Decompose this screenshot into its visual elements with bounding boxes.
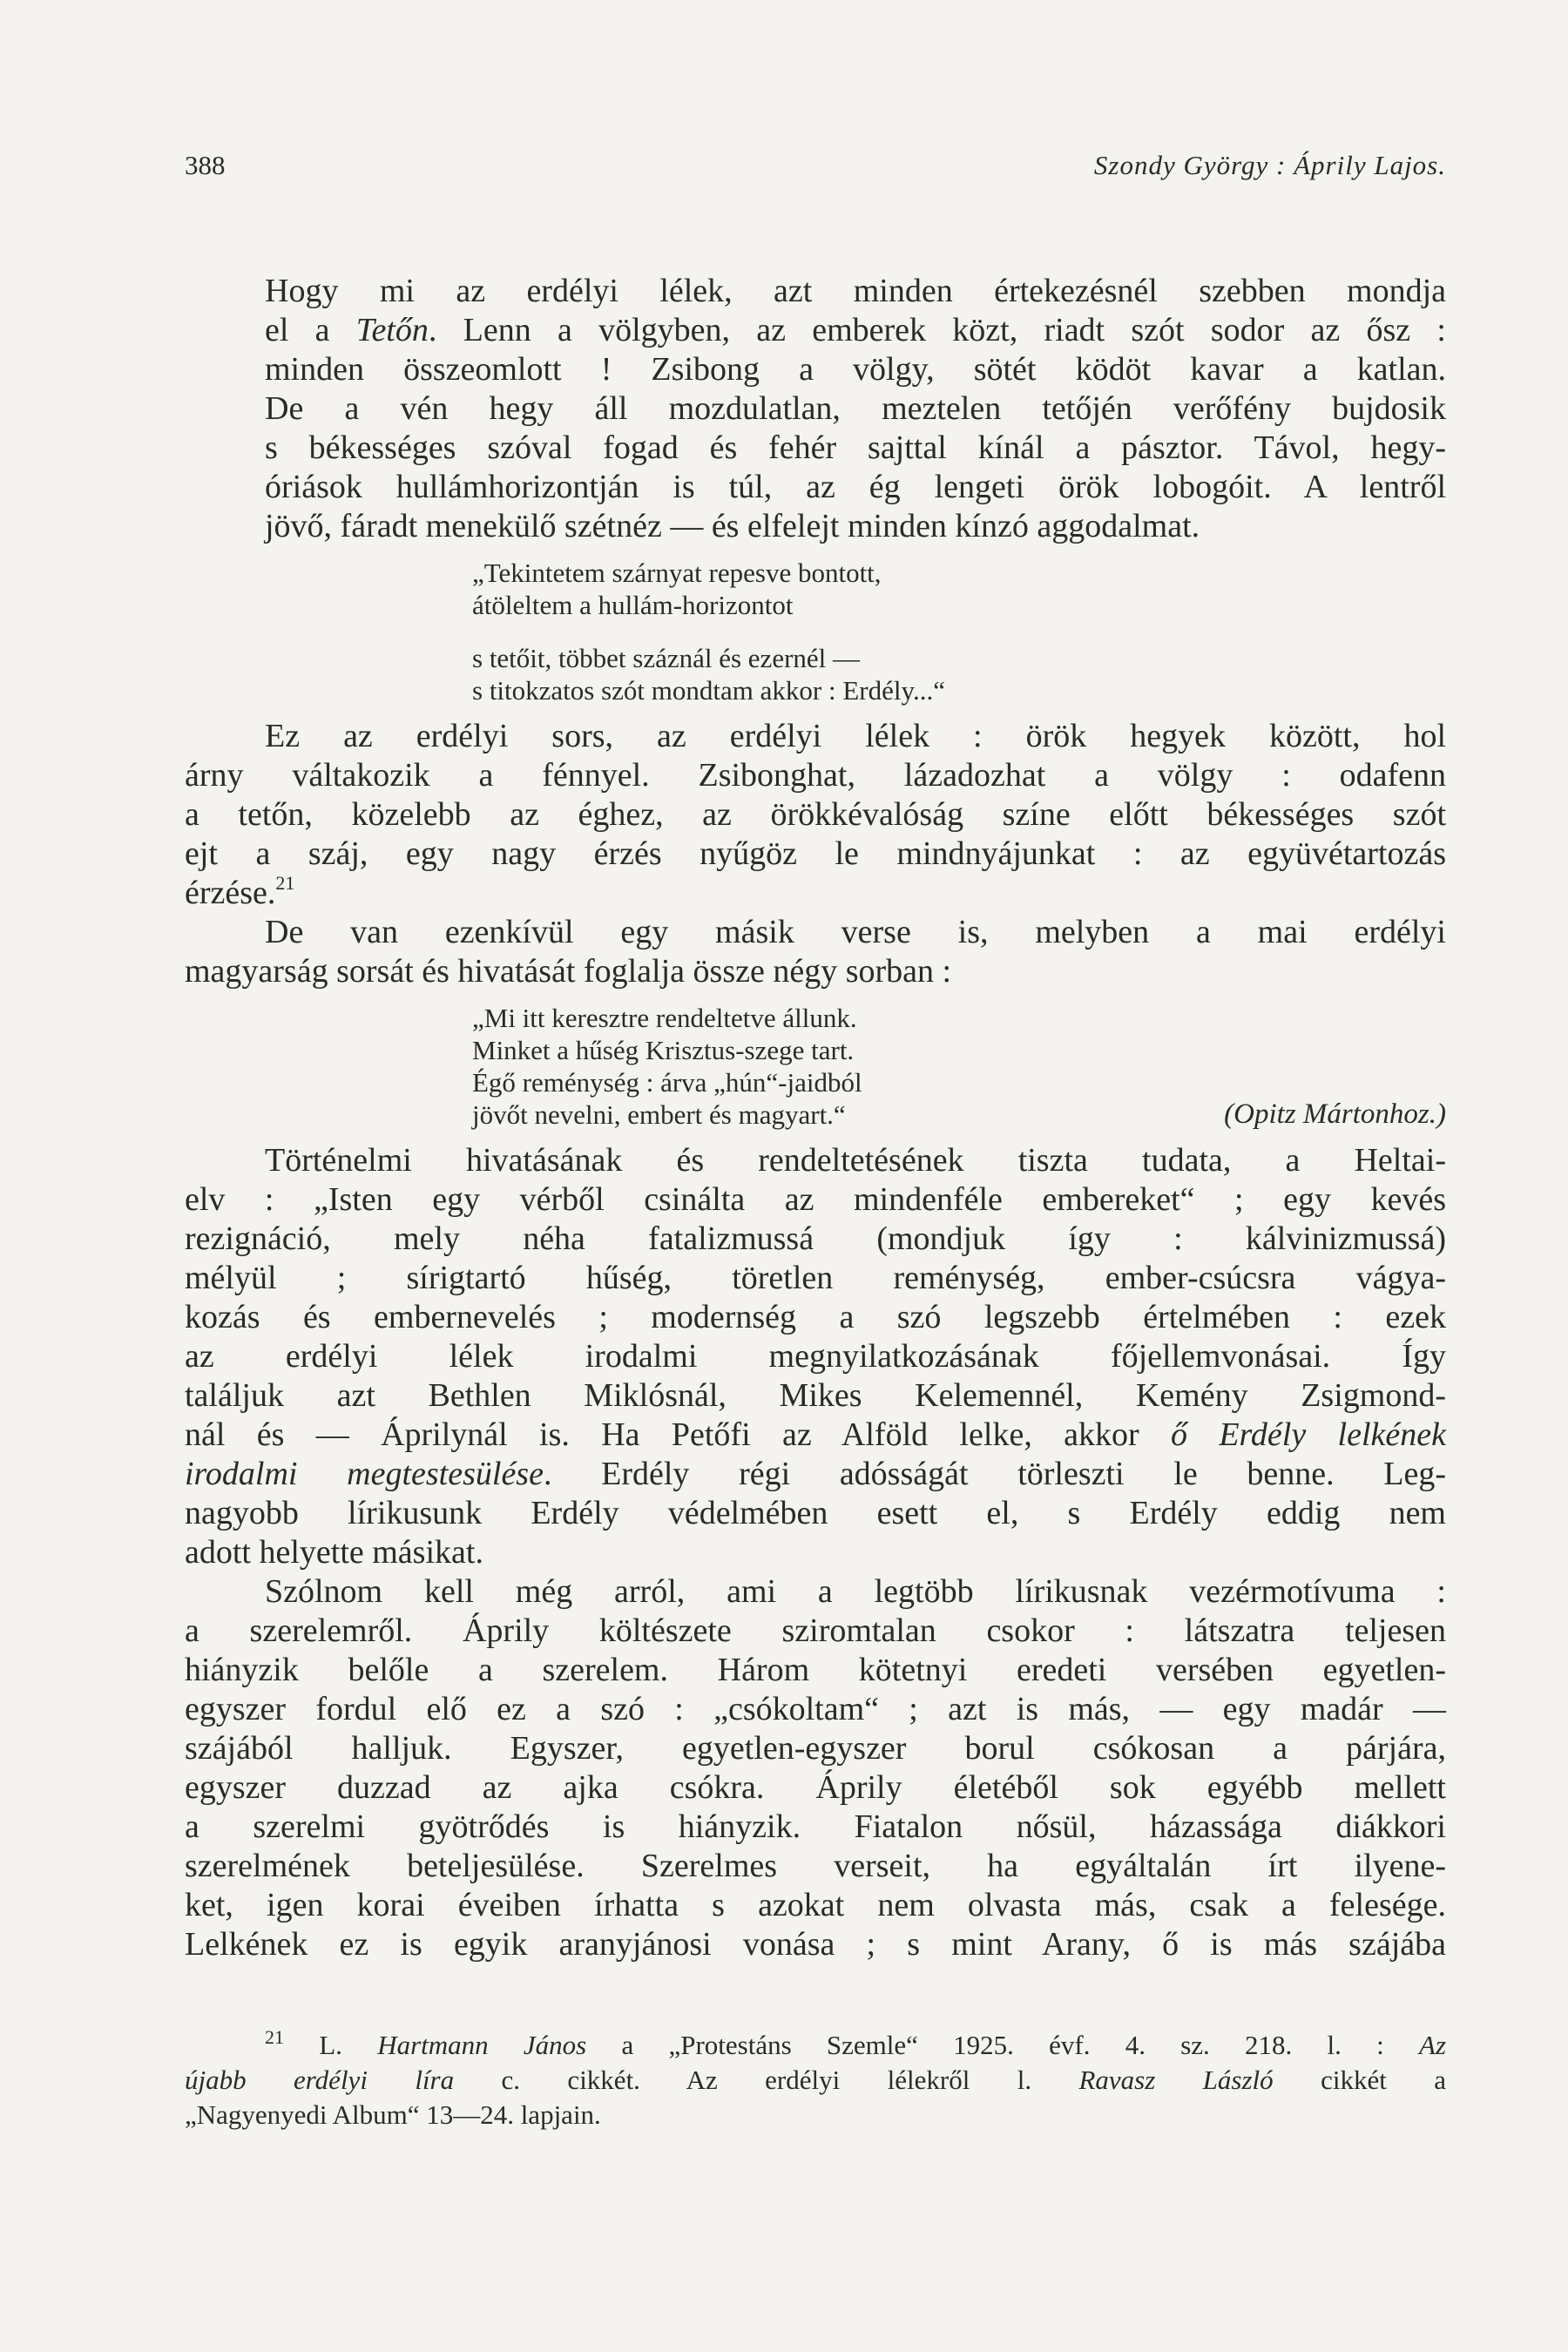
paragraph-2 <box>185 717 1446 913</box>
text-line: s békességes szóval fogad és fehér sajttal kínál a pásztor. Távol, hegy- <box>265 429 1446 466</box>
document-page <box>185 0 1446 2352</box>
text-line: jövő, fáradt menekülő szétnéz — és elfelejt minden kínzó aggodalmat. <box>265 508 1200 544</box>
poem-line: s tetőit, többet száznál és ezernél — <box>472 643 861 673</box>
poem-line: Minket a hűség Krisztus-szege tart. <box>472 1035 855 1065</box>
footnote-number: 21 <box>265 2026 284 2048</box>
text-line: egyszer duzzad az ajka csókra. Áprily életéből sok egyébb mellett <box>185 1769 1446 1806</box>
poem-line: „Tekintetem szárnyat repesve bontott, <box>472 558 882 588</box>
text-line: Történelmi hivatásának és rendeltetésének tiszta tudata, a Heltai- <box>265 1142 1446 1179</box>
text-line: minden összeomlott ! Zsibong a völgy, sötét ködöt kavar a katlan. <box>265 351 1446 388</box>
footnote <box>185 2028 1446 2132</box>
paragraph-3 <box>185 913 1446 991</box>
text-line: ejt a száj, egy nagy érzés nyűgöz le mindnyájunkat : az együvétartozás <box>185 835 1446 872</box>
text-line: rezignáció, mely néha fatalizmussá (mondjuk így : kálvinizmussá) <box>185 1220 1446 1257</box>
text-line: Szólnom kell még arról, ami a legtöbb lírikusnak vezérmotívuma : <box>265 1573 1446 1610</box>
text-line: egyszer fordul elő ez a szó : „csókoltam“ ; azt is más, — egy madár — <box>185 1691 1446 1727</box>
text-line: szerelmének beteljesülése. Szerelmes verseit, ha egyáltalán írt ilyene- <box>185 1848 1446 1884</box>
running-title: Szondy György : Áprily Lajos. <box>1093 150 1446 180</box>
text-line: magyarság sorsát és hivatását foglalja össze négy sorban : <box>185 953 952 990</box>
text-line: hiányzik belőle a szerelem. Három kötetnyi eredeti versében egyetlen- <box>185 1652 1446 1688</box>
text-line: a szerelmi gyötrődés is hiányzik. Fiatalon nősül, házassága diákkori <box>185 1808 1446 1845</box>
paragraph-1 <box>185 272 1446 546</box>
paragraph-4 <box>185 1141 1446 1572</box>
text-line: óriások hullámhorizontján is túl, az ég lengeti örök lobogóit. A lentről <box>265 469 1446 505</box>
text-line: mélyül ; sírigtartó hűség, töretlen reménység, ember-csúcsra vágya- <box>185 1260 1446 1296</box>
poem-line: „Mi itt keresztre rendeltetve állunk. <box>472 1003 857 1033</box>
text-line: a szerelemről. Áprily költészete sziromtalan csokor : látszatra teljesen <box>185 1612 1446 1649</box>
poem-line: átöleltem a hullám-horizontot <box>472 590 794 620</box>
text-line: az erdélyi lélek irodalmi megnyilatkozásának főjellemvonásai. Így <box>185 1338 1446 1375</box>
poem-quote-1 <box>472 557 1446 706</box>
text-line: nagyobb lírikusunk Erdély védelmében esett el, s Erdély eddig nem <box>185 1495 1446 1531</box>
footnote-ref: 21 <box>275 872 295 894</box>
footnote-line: újabb erdélyi líra c. cikkét. Az erdélyi lélekről l. Ravasz László cikkét a <box>185 2065 1446 2095</box>
text-line: adott helyette másikat. <box>185 1534 483 1571</box>
text-line: De a vén hegy áll mozdulatlan, meztelen tetőjén verőfény bujdosik <box>265 390 1446 427</box>
text-line: Hogy mi az erdélyi lélek, azt minden értekezésnél szebben mondja <box>265 273 1446 309</box>
footnote-line: „Nagyenyedi Album“ 13—24. lapjain. <box>185 2099 601 2130</box>
text-line: érzése.$^{21}$ <box>185 872 295 911</box>
paragraph-5 <box>185 1572 1446 1964</box>
text-line: irodalmi megtestesülése. Erdély régi adósságát törleszti le benne. Leg- <box>185 1456 1446 1492</box>
emphasis-text: irodalmi megtestesülése <box>185 1456 544 1492</box>
poem-line: Égő reménység : árva „hún“-jaidból <box>472 1067 862 1098</box>
footnote-line: $^{21}$ L. Hartmann János a „Protestáns Szemle“ 1925. évf. 4. sz. 218. l. : Az <box>265 2026 1447 2060</box>
text-line: a tetőn, közelebb az éghez, az örökkévalóság színe előtt békességes szót <box>185 796 1446 833</box>
poem-quote-2 <box>472 1002 1446 1131</box>
body-text <box>185 272 1446 1964</box>
text-line: elv : „Isten egy vérből csinálta az mindenféle embereket“ ; egy kevés <box>185 1181 1446 1218</box>
text-line: Lelkének ez is egyik aranyjánosi vonása ; s mint Arany, ő is más szájába <box>185 1926 1446 1963</box>
text-line: De van ezenkívül egy másik verse is, melyben a mai erdélyi <box>265 914 1446 950</box>
poem-title-teton: Tetőn <box>355 312 429 348</box>
text-line: el a Tetőn. Lenn a völgyben, az emberek közt, riadt szót sodor az ősz : <box>265 312 1446 348</box>
poem-attribution: (Opitz Mártonhoz.) <box>1224 1098 1446 1130</box>
emphasis-text: ő Erdély lelkének <box>1171 1416 1447 1453</box>
text-line: nál és — Áprilynál is. Ha Petőfi az Alföld lelke, akkor ő Erdély lelkének <box>185 1416 1447 1453</box>
text-line: árny váltakozik a fénnyel. Zsibonghat, lázadozhat a völgy : odafenn <box>185 757 1446 794</box>
stanza-gap <box>472 621 1446 642</box>
text-line: kozás és embernevelés ; modernség a szó legszebb értelmében : ezek <box>185 1299 1446 1335</box>
poem-line: jövőt nevelni, embert és magyart.“ <box>472 1099 846 1130</box>
poem-line: s titokzatos szót mondtam akkor : Erdély...“ <box>472 675 945 706</box>
page-header <box>185 150 1446 193</box>
text-line: ket, igen korai éveiben írhatta s azokat nem olvasta más, csak a felesége. <box>185 1887 1446 1923</box>
page-number: 388 <box>185 150 226 180</box>
text-line: Ez az erdélyi sors, az erdélyi lélek : örök hegyek között, hol <box>265 718 1446 754</box>
text-line: találjuk azt Bethlen Miklósnál, Mikes Kelemennél, Kemény Zsigmond- <box>185 1377 1446 1414</box>
text-line: szájából halljuk. Egyszer, egyetlen-egyszer borul csókosan a párjára, <box>185 1730 1446 1767</box>
